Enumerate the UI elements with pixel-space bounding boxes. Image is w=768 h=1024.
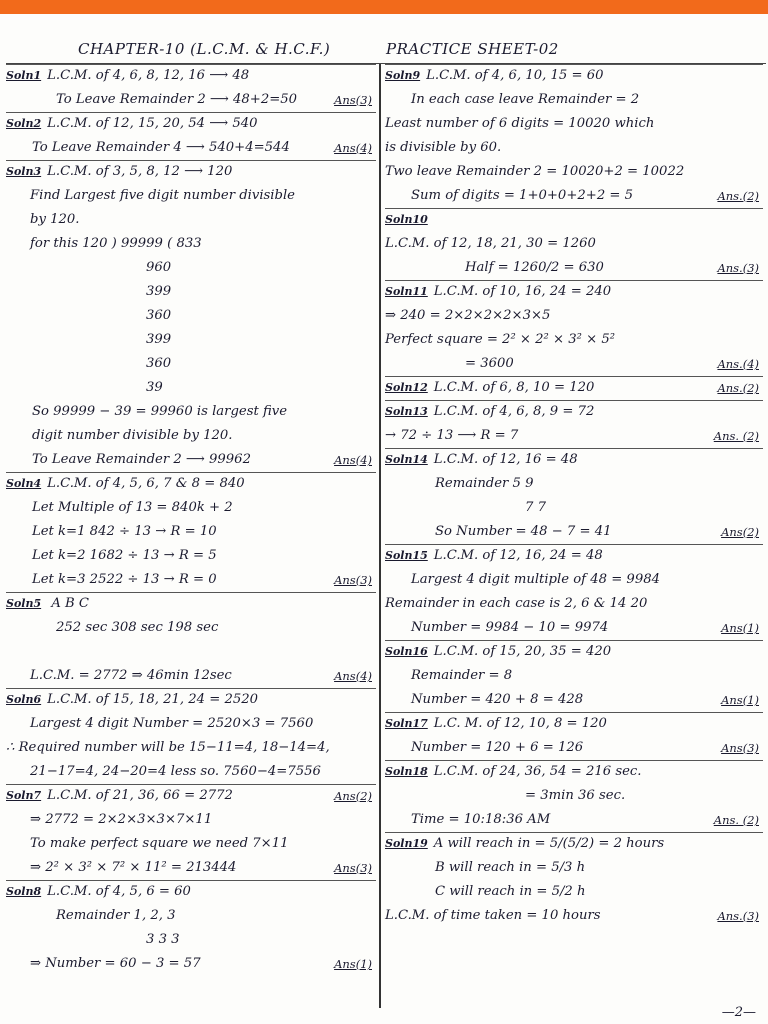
solution-text: 399 bbox=[146, 284, 172, 299]
solution-line bbox=[6, 304, 376, 328]
solution-text: Two leave Remainder 2 = 10020+2 = 10022 bbox=[385, 164, 685, 179]
solution-line bbox=[6, 520, 376, 544]
solution-line bbox=[385, 136, 763, 160]
solution-number: Soln11 bbox=[385, 285, 428, 298]
solution-line bbox=[6, 112, 376, 136]
solution-text: L.C.M. of 3, 5, 8, 12 ⟶ 120 bbox=[47, 164, 233, 179]
solution-text: So 99999 − 39 = 99960 is largest five bbox=[32, 404, 288, 419]
solution-line bbox=[6, 88, 376, 112]
solution-number: Soln12 bbox=[385, 381, 428, 394]
solution-line bbox=[385, 424, 763, 448]
solution-line bbox=[6, 688, 376, 712]
solution-text: L.C.M. of 10, 16, 24 = 240 bbox=[433, 284, 612, 299]
solution-line bbox=[6, 256, 376, 280]
solution-text: Remainder in each case is 2, 6 & 14 20 bbox=[385, 596, 648, 611]
solution-line bbox=[6, 904, 376, 928]
solution-text: Remainder 5 9 bbox=[435, 476, 534, 491]
solution-line bbox=[385, 904, 763, 928]
solution-line bbox=[385, 712, 763, 736]
solution-line bbox=[385, 592, 763, 616]
solution-line bbox=[385, 184, 763, 208]
solution-text: Time = 10:18:36 AM bbox=[411, 812, 551, 827]
solution-line bbox=[6, 832, 376, 856]
solution-line bbox=[385, 88, 763, 112]
answer-label: Ans(2) bbox=[334, 789, 372, 803]
solution-number: Soln14 bbox=[385, 453, 428, 466]
solution-text: L.C.M. of 12, 15, 20, 54 ⟶ 540 bbox=[47, 116, 258, 131]
solution-number: Soln15 bbox=[385, 549, 428, 562]
solution-text: is divisible by 60. bbox=[385, 140, 502, 155]
solution-text: L.C.M. of 15, 20, 35 = 420 bbox=[433, 644, 612, 659]
solution-text: = 3600 bbox=[465, 356, 514, 371]
solution-text: Let k=1 842 ÷ 13 → R = 10 bbox=[32, 524, 217, 539]
solution-number: Soln18 bbox=[385, 765, 428, 778]
solution-line bbox=[385, 880, 763, 904]
solution-line bbox=[6, 232, 376, 256]
solution-text: ∴ Required number will be 15−11=4, 18−14=4, bbox=[6, 740, 330, 755]
solution-text: 7 7 bbox=[525, 500, 546, 515]
solution-text: Let k=2 1682 ÷ 13 → R = 5 bbox=[32, 548, 217, 563]
solution-text: ⇒ Number = 60 − 3 = 57 bbox=[30, 956, 201, 971]
solution-line bbox=[6, 496, 376, 520]
answer-label: Ans(4) bbox=[334, 453, 372, 467]
answer-label: Ans. (2) bbox=[713, 429, 759, 443]
solution-text: L.C.M. of 21, 36, 66 = 2772 bbox=[47, 788, 233, 803]
solution-text: L.C.M. = 2772 ⇒ 46min 12sec bbox=[30, 668, 232, 683]
solution-line bbox=[385, 808, 763, 832]
chapter-title: CHAPTER-10 (L.C.M. & H.C.F.) bbox=[78, 40, 331, 58]
solution-text: Remainder 1, 2, 3 bbox=[56, 908, 176, 923]
solution-line bbox=[385, 640, 763, 664]
solution-text: L.C.M. of 24, 36, 54 = 216 sec. bbox=[433, 764, 642, 779]
solution-number: Soln10 bbox=[385, 213, 428, 226]
solution-text: ⇒ 2² × 3² × 7² × 11² = 213444 bbox=[30, 860, 237, 875]
solution-text: Largest 4 digit Number = 2520×3 = 7560 bbox=[30, 716, 314, 731]
solution-line bbox=[6, 712, 376, 736]
solution-text: Number = 120 + 6 = 126 bbox=[411, 740, 584, 755]
solution-text: L.C.M. of 4, 6, 10, 15 = 60 bbox=[426, 68, 604, 83]
solution-text: by 120. bbox=[30, 212, 80, 227]
solution-text: Number = 420 + 8 = 428 bbox=[411, 692, 584, 707]
solution-number: Soln3 bbox=[6, 165, 42, 178]
solution-text: 360 bbox=[146, 356, 172, 371]
solution-line bbox=[385, 448, 763, 472]
solution-text: 21−17=4, 24−20=4 less so. 7560−4=7556 bbox=[30, 764, 321, 779]
solution-text: L.C.M. of 4, 5, 6 = 60 bbox=[47, 884, 191, 899]
solution-text: L.C. M. of 12, 10, 8 = 120 bbox=[433, 716, 607, 731]
solution-text: A B C bbox=[47, 596, 90, 611]
solution-line bbox=[6, 448, 376, 472]
solution-text: ⇒ 2772 = 2×2×3×3×7×11 bbox=[30, 812, 213, 827]
solution-number: Soln16 bbox=[385, 645, 428, 658]
solution-line bbox=[385, 736, 763, 760]
solution-number: Soln2 bbox=[6, 117, 42, 130]
answer-label: Ans(4) bbox=[334, 141, 372, 155]
solution-separator bbox=[385, 208, 763, 209]
solution-line bbox=[6, 808, 376, 832]
solution-text: Largest 4 digit multiple of 48 = 9984 bbox=[411, 572, 660, 587]
solution-line bbox=[6, 544, 376, 568]
answer-label: Ans(2) bbox=[721, 525, 759, 539]
solution-line bbox=[6, 928, 376, 952]
solution-text: To Leave Remainder 2 ⟶ 48+2=50 bbox=[56, 92, 298, 107]
solution-text: → 72 ÷ 13 ⟶ R = 7 bbox=[385, 428, 519, 443]
solution-line bbox=[385, 496, 763, 520]
solution-line bbox=[385, 232, 763, 256]
solution-text: L.C.M. of 4, 6, 8, 9 = 72 bbox=[433, 404, 595, 419]
solution-text: Find Largest five digit number divisible bbox=[30, 188, 295, 203]
solution-number: Soln17 bbox=[385, 717, 428, 730]
solution-text: To Leave Remainder 4 ⟶ 540+4=544 bbox=[32, 140, 290, 155]
solution-number: Soln5 bbox=[6, 597, 42, 610]
answer-label: Ans(1) bbox=[334, 957, 372, 971]
solution-line bbox=[6, 424, 376, 448]
column-divider bbox=[379, 64, 381, 1008]
solution-line bbox=[385, 280, 763, 304]
solution-text: L.C.M. of 6, 8, 10 = 120 bbox=[433, 380, 595, 395]
solution-line bbox=[385, 64, 763, 88]
answer-label: Ans.(3) bbox=[717, 261, 759, 275]
solution-line bbox=[6, 880, 376, 904]
answer-label: Ans(3) bbox=[334, 861, 372, 875]
solution-text: 360 bbox=[146, 308, 172, 323]
solution-number: Soln19 bbox=[385, 837, 428, 850]
solution-line bbox=[6, 208, 376, 232]
solution-line bbox=[6, 760, 376, 784]
solution-text: A will reach in = 5/(5/2) = 2 hours bbox=[433, 836, 665, 851]
answer-label: Ans(3) bbox=[334, 573, 372, 587]
solution-line bbox=[6, 472, 376, 496]
solution-line bbox=[6, 856, 376, 880]
solution-number: Soln7 bbox=[6, 789, 42, 802]
solution-line bbox=[6, 328, 376, 352]
solution-text: = 3min 36 sec. bbox=[525, 788, 626, 803]
solution-line bbox=[385, 256, 763, 280]
answer-label: Ans.(4) bbox=[717, 357, 759, 371]
answer-label: Ans(1) bbox=[721, 621, 759, 635]
solution-number: Soln1 bbox=[6, 69, 42, 82]
solution-line bbox=[385, 328, 763, 352]
answer-label: Ans(4) bbox=[334, 669, 372, 683]
solution-text: In each case leave Remainder = 2 bbox=[411, 92, 640, 107]
solution-line bbox=[385, 376, 763, 400]
solution-line bbox=[6, 160, 376, 184]
solution-line bbox=[6, 640, 376, 664]
solution-line bbox=[6, 616, 376, 640]
solution-text: Perfect square = 2² × 2² × 3² × 5² bbox=[385, 332, 616, 347]
answer-label: Ans.(2) bbox=[717, 381, 759, 395]
solution-line bbox=[6, 280, 376, 304]
solution-line bbox=[385, 856, 763, 880]
solution-text: C will reach in = 5/2 h bbox=[435, 884, 586, 899]
solution-line bbox=[385, 304, 763, 328]
solution-line bbox=[6, 952, 376, 976]
solution-line bbox=[6, 736, 376, 760]
solution-number: Soln8 bbox=[6, 885, 42, 898]
solution-text: for this 120 ) 99999 ( 833 bbox=[30, 236, 202, 251]
right-solutions-column bbox=[385, 64, 763, 928]
solution-line bbox=[385, 400, 763, 424]
solution-text: digit number divisible by 120. bbox=[32, 428, 233, 443]
solution-line bbox=[6, 376, 376, 400]
solution-text: L.C.M. of time taken = 10 hours bbox=[385, 908, 601, 923]
solution-line bbox=[385, 520, 763, 544]
solution-text: L.C.M. of 12, 16, 24 = 48 bbox=[433, 548, 603, 563]
solution-line bbox=[385, 760, 763, 784]
solution-line bbox=[385, 616, 763, 640]
solution-text: To make perfect square we need 7×11 bbox=[30, 836, 289, 851]
solution-number: Soln13 bbox=[385, 405, 428, 418]
solution-text: 252 sec 308 sec 198 sec bbox=[56, 620, 219, 635]
answer-label: Ans(1) bbox=[721, 693, 759, 707]
solution-line bbox=[6, 568, 376, 592]
solution-text: L.C.M. of 4, 5, 6, 7 & 8 = 840 bbox=[47, 476, 245, 491]
answer-label: Ans.(3) bbox=[717, 909, 759, 923]
solution-text: 39 bbox=[146, 380, 163, 395]
solution-line bbox=[385, 472, 763, 496]
page-number: —2— bbox=[721, 1005, 756, 1020]
solution-line bbox=[385, 544, 763, 568]
solution-text: So Number = 48 − 7 = 41 bbox=[435, 524, 612, 539]
solution-number: Soln6 bbox=[6, 693, 42, 706]
solution-text: Remainder = 8 bbox=[411, 668, 513, 683]
answer-label: Ans.(2) bbox=[717, 189, 759, 203]
solution-text: L.C.M. of 15, 18, 21, 24 = 2520 bbox=[47, 692, 259, 707]
solution-text: 399 bbox=[146, 332, 172, 347]
solution-text: 3 3 3 bbox=[146, 932, 180, 947]
solution-number: Soln9 bbox=[385, 69, 421, 82]
solution-text: Least number of 6 digits = 10020 which bbox=[385, 116, 655, 131]
solution-line bbox=[6, 664, 376, 688]
solution-line bbox=[385, 352, 763, 376]
answer-label: Ans(3) bbox=[721, 741, 759, 755]
solution-line bbox=[6, 136, 376, 160]
solution-line bbox=[6, 400, 376, 424]
solution-line bbox=[385, 160, 763, 184]
solution-number: Soln4 bbox=[6, 477, 42, 490]
solution-line bbox=[385, 664, 763, 688]
sheet-title: PRACTICE SHEET-02 bbox=[386, 40, 559, 58]
solution-text: Half = 1260/2 = 630 bbox=[465, 260, 604, 275]
solution-line bbox=[385, 688, 763, 712]
answer-label: Ans. (2) bbox=[713, 813, 759, 827]
solution-line bbox=[385, 208, 763, 232]
solution-line bbox=[6, 592, 376, 616]
solution-text: ⇒ 240 = 2×2×2×2×3×5 bbox=[385, 308, 551, 323]
solution-text: B will reach in = 5/3 h bbox=[435, 860, 586, 875]
solution-text: L.C.M. of 12, 18, 21, 30 = 1260 bbox=[385, 236, 596, 251]
solution-text: To Leave Remainder 2 ⟶ 99962 bbox=[32, 452, 251, 467]
solution-text: Number = 9984 − 10 = 9974 bbox=[411, 620, 609, 635]
solution-line bbox=[385, 832, 763, 856]
left-solutions-column bbox=[6, 64, 376, 976]
solution-line bbox=[385, 112, 763, 136]
solution-text: Sum of digits = 1+0+0+2+2 = 5 bbox=[411, 188, 634, 203]
solution-line bbox=[385, 784, 763, 808]
solution-line bbox=[6, 184, 376, 208]
top-orange-bar bbox=[0, 0, 768, 14]
solution-text: 960 bbox=[146, 260, 172, 275]
solution-line bbox=[6, 784, 376, 808]
solution-line bbox=[385, 568, 763, 592]
solution-text: L.C.M. of 4, 6, 8, 12, 16 ⟶ 48 bbox=[47, 68, 250, 83]
solution-line bbox=[6, 352, 376, 376]
solution-line bbox=[6, 64, 376, 88]
answer-label: Ans(3) bbox=[334, 93, 372, 107]
solution-text: Let k=3 2522 ÷ 13 → R = 0 bbox=[32, 572, 217, 587]
solution-text: Let Multiple of 13 = 840k + 2 bbox=[32, 500, 233, 515]
solution-text: L.C.M. of 12, 16 = 48 bbox=[433, 452, 578, 467]
